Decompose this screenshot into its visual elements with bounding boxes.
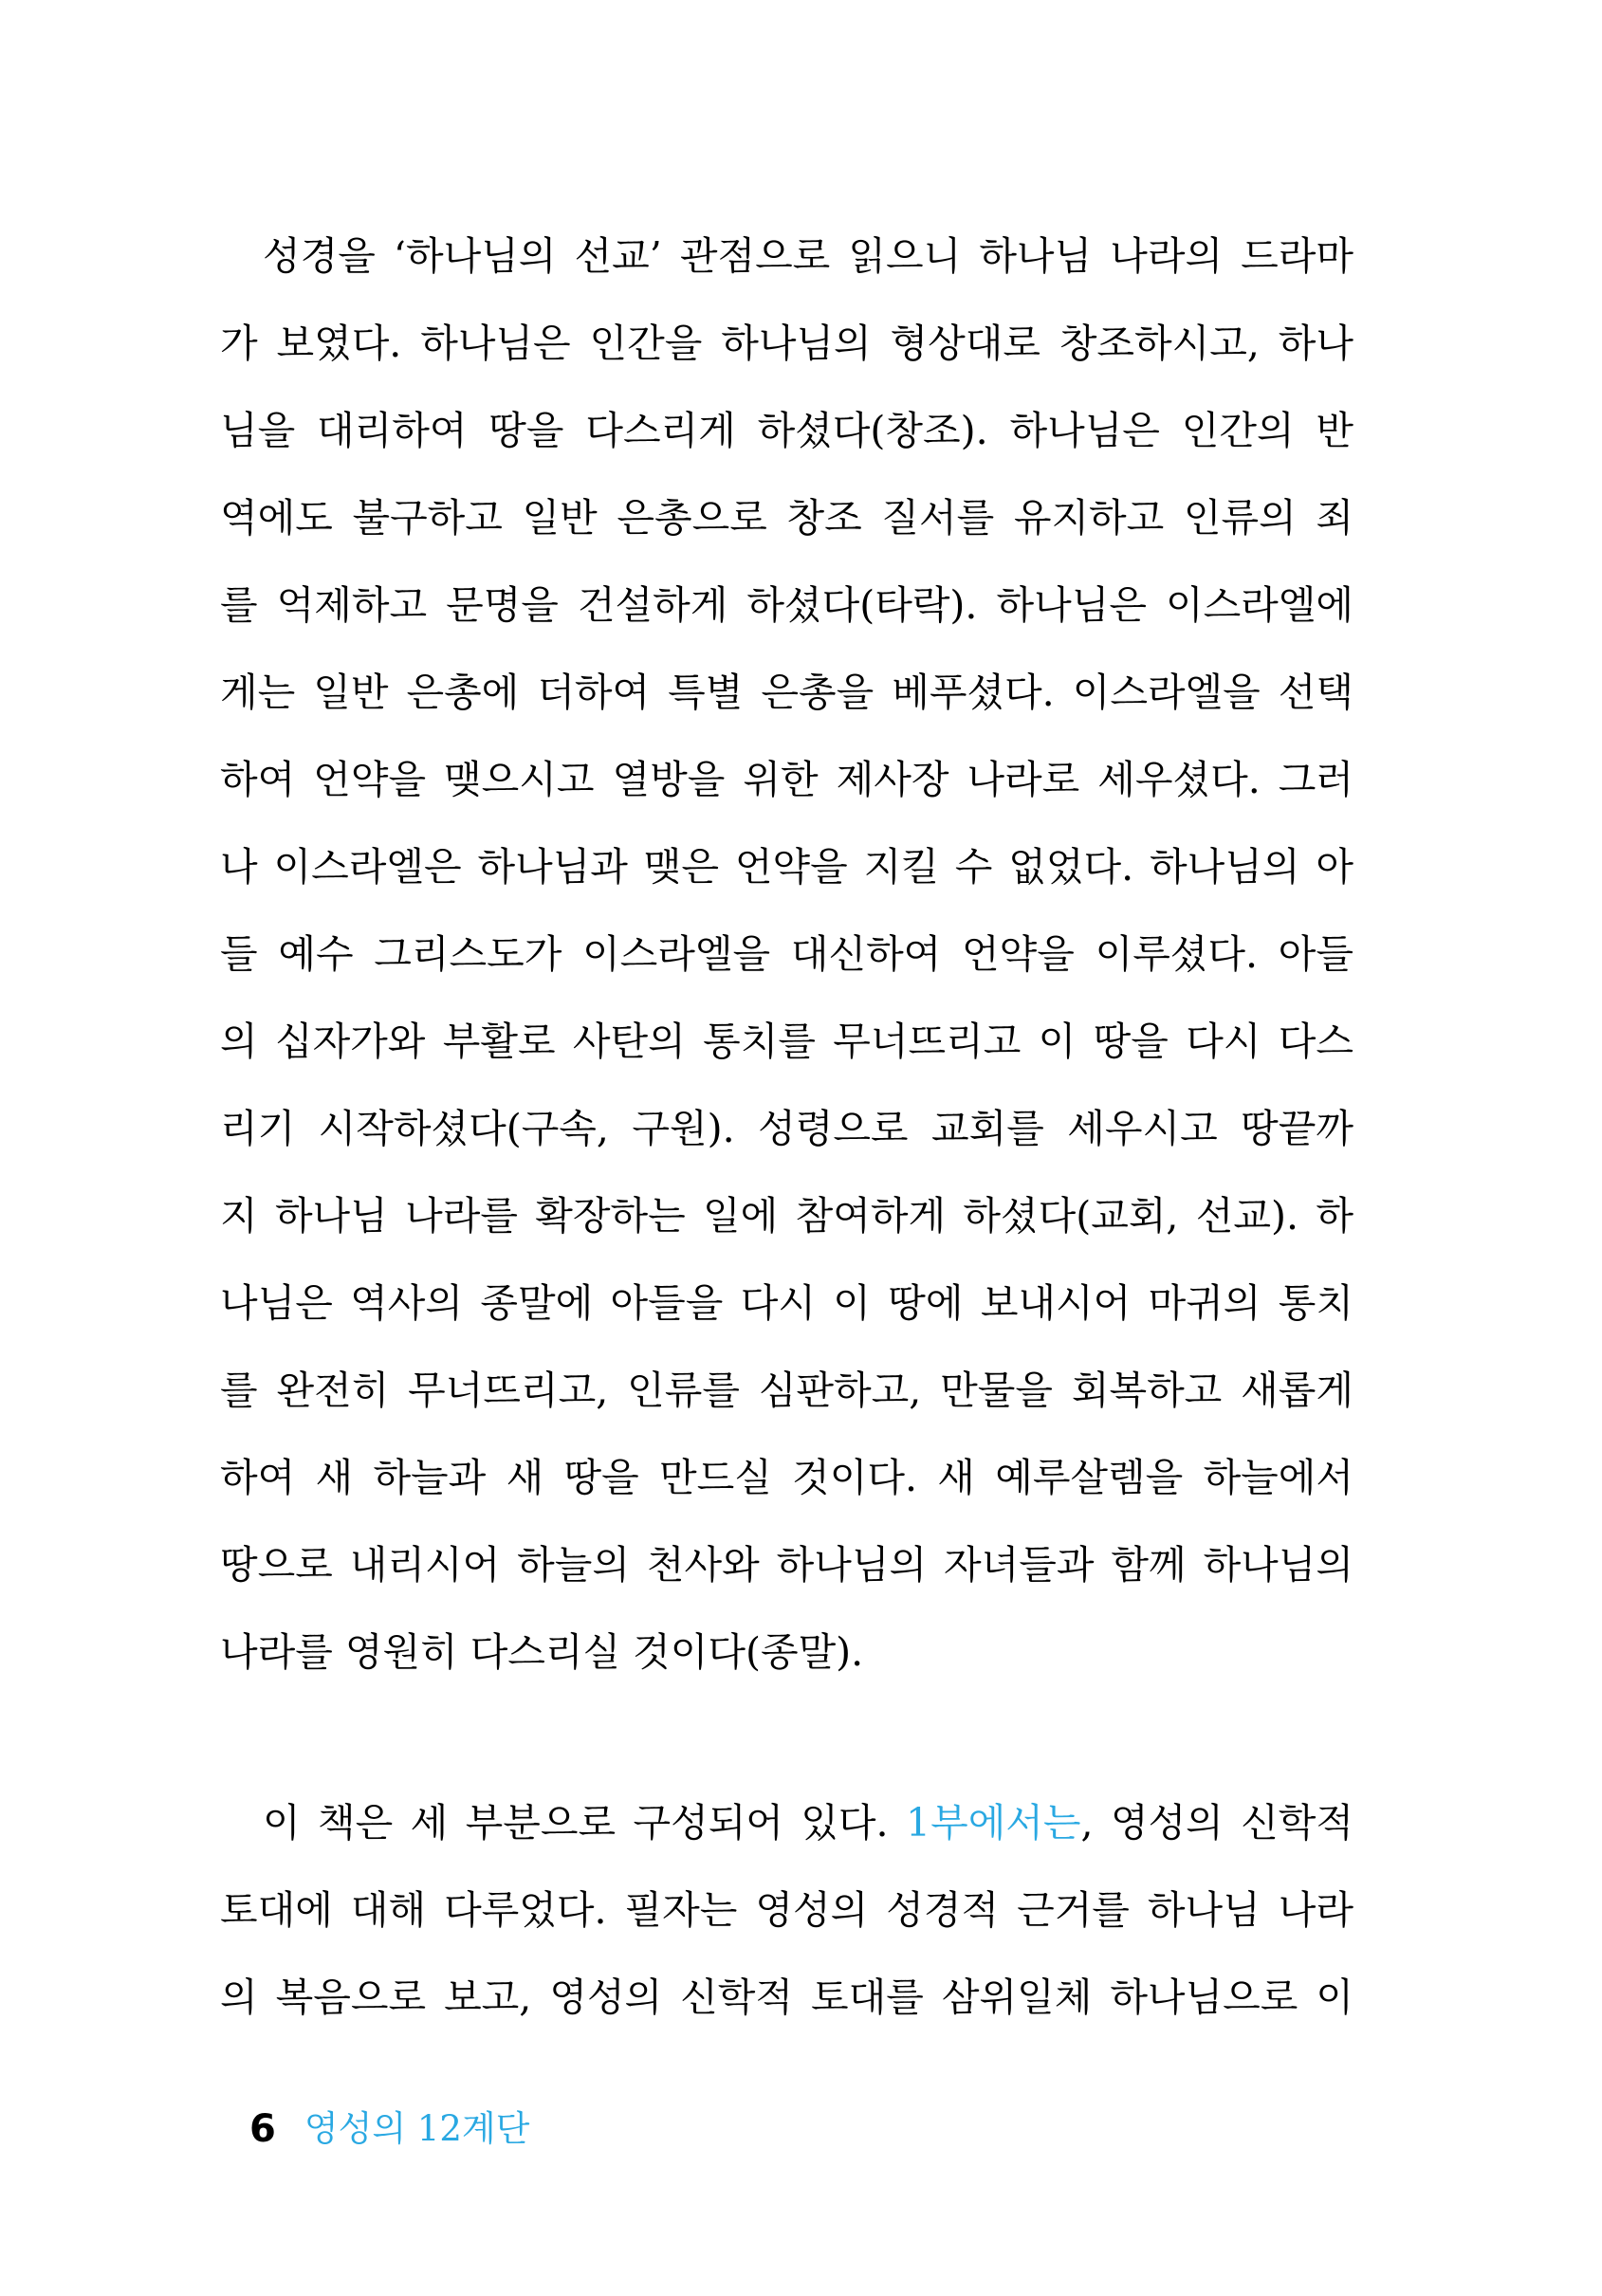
accent-text: 1부에서는 (906, 1800, 1081, 1846)
body-line (220, 1347, 1353, 1434)
body-text: 하여 언약을 맺으시고 열방을 위한 제사장 나라로 세우셨다. 그러 (220, 757, 1353, 802)
body-text: 하여 새 하늘과 새 땅을 만드실 것이다. 새 예루살렘을 하늘에서 (220, 1455, 1353, 1500)
body-line (220, 1866, 1353, 1954)
paragraph-gap (220, 1696, 1353, 1779)
body-text: 나님은 역사의 종말에 아들을 다시 이 땅에 보내시어 마귀의 통치 (220, 1280, 1353, 1326)
body-text: 를 억제하고 문명을 건설하게 하셨다(타락). 하나님은 이스라엘에 (220, 582, 1353, 628)
body-line (220, 736, 1353, 823)
body-text: 의 복음으로 보고, 영성의 신학적 토대를 삼위일체 하나님으로 이 (220, 1975, 1353, 2020)
page-footer (249, 2107, 529, 2151)
body-line (220, 1434, 1353, 1521)
body-line (220, 649, 1353, 736)
body-line (220, 561, 1353, 649)
body-text: 토대에 대해 다루었다. 필자는 영성의 성경적 근거를 하나님 나라 (220, 1887, 1353, 1933)
body-text: 리기 시작하셨다(구속, 구원). 성령으로 교회를 세우시고 땅끝까 (220, 1106, 1353, 1151)
body-line (220, 1779, 1353, 1866)
body-line (220, 823, 1353, 910)
body-line (220, 1608, 1353, 1696)
body-text: 가 보였다. 하나님은 인간을 하나님의 형상대로 창조하시고, 하나 (220, 321, 1353, 366)
body-text: 나라를 영원히 다스리실 것이다(종말). (220, 1629, 864, 1675)
body-text: 들 예수 그리스도가 이스라엘을 대신하여 언약을 이루셨다. 아들 (220, 931, 1353, 977)
body-text: 성경을 ‘하나님의 선교’ 관점으로 읽으니 하나님 나라의 드라마 (263, 233, 1353, 279)
body-line (220, 910, 1353, 998)
body-line (220, 1172, 1353, 1259)
body-line (220, 1954, 1353, 2041)
page-number: 6 (249, 2107, 276, 2151)
body-line (220, 998, 1353, 1085)
body-text-block (220, 212, 1353, 2041)
body-text: 의 십자가와 부활로 사탄의 통치를 무너뜨리고 이 땅을 다시 다스 (220, 1019, 1353, 1064)
body-text: , 영성의 신학적 (1080, 1800, 1353, 1846)
body-line (220, 474, 1353, 561)
body-text: 를 완전히 무너뜨리고, 인류를 심판하고, 만물을 회복하고 새롭게 (220, 1368, 1353, 1413)
body-line (220, 387, 1353, 474)
body-text: 나 이스라엘은 하나님과 맺은 언약을 지킬 수 없었다. 하나님의 아 (220, 844, 1353, 890)
body-text: 지 하나님 나라를 확장하는 일에 참여하게 하셨다(교회, 선교). 하 (220, 1193, 1353, 1239)
body-line (220, 1085, 1353, 1172)
body-text: 게는 일반 은총에 더하여 특별 은총을 베푸셨다. 이스라엘을 선택 (220, 670, 1353, 715)
body-line (220, 1259, 1353, 1347)
body-line (220, 212, 1353, 300)
body-text: 역에도 불구하고 일반 은총으로 창조 질서를 유지하고 인류의 죄 (220, 495, 1353, 541)
body-text: 이 책은 세 부분으로 구성되어 있다. (263, 1800, 906, 1846)
body-line (220, 300, 1353, 387)
body-line (220, 1521, 1353, 1608)
body-text: 땅으로 내리시어 하늘의 천사와 하나님의 자녀들과 함께 하나님의 (220, 1542, 1353, 1588)
footer-book-title: 영성의 12계단 (304, 2108, 530, 2149)
body-text: 님을 대리하여 땅을 다스리게 하셨다(창조). 하나님은 인간의 반 (220, 408, 1353, 453)
